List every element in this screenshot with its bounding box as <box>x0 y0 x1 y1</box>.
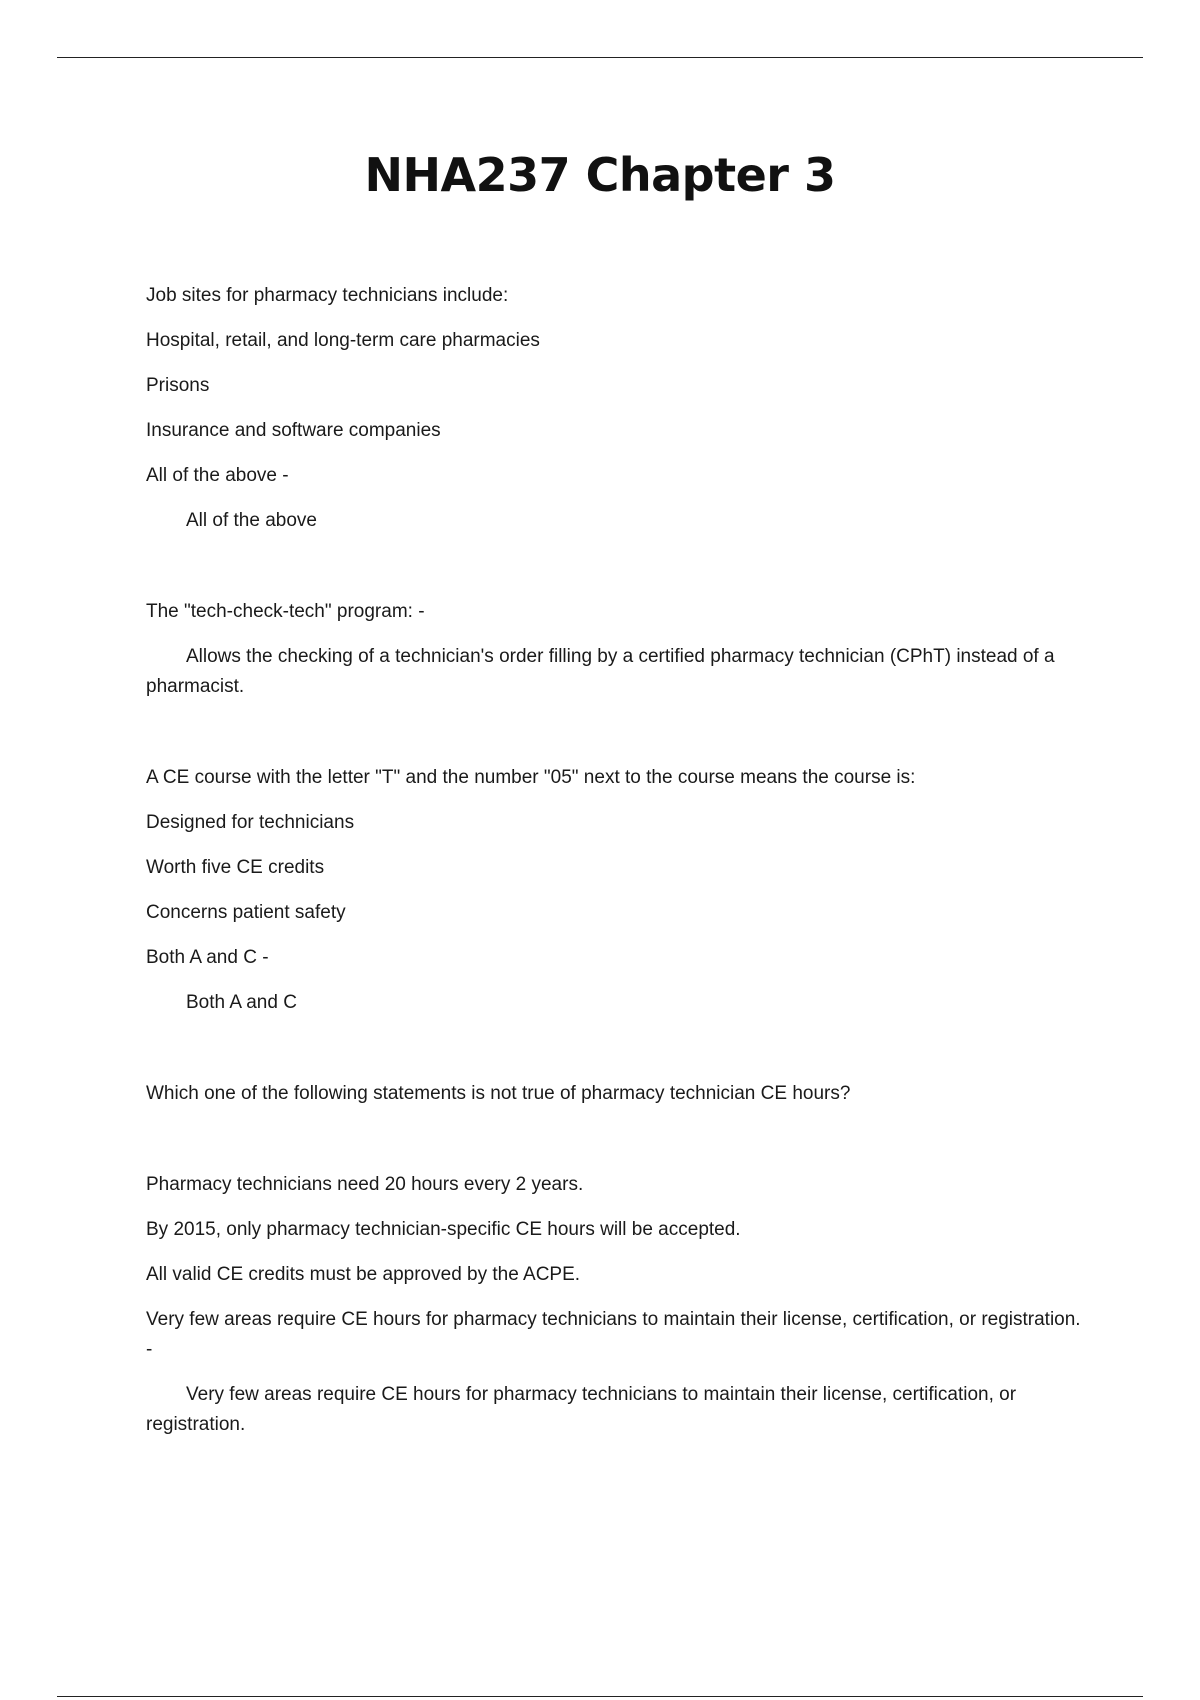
option-text: Designed for technicians <box>146 812 355 833</box>
option-text: Hospital, retail, and long-term care pharmacies <box>146 330 540 351</box>
option-text: All valid CE credits must be approved by the ACPE. <box>146 1264 581 1285</box>
answer-text: Both A and C <box>186 992 297 1013</box>
question-text: Job sites for pharmacy technicians include: <box>146 285 509 306</box>
option-text: Concerns patient safety <box>146 902 346 923</box>
option-text: Both A and C - <box>146 947 269 968</box>
spacer <box>146 1033 1081 1079</box>
answer-text: All of the above <box>186 510 317 531</box>
document-body <box>146 281 1081 1455</box>
answer-text: Very few areas require CE hours for pharmacy technicians to maintain their license, certification, or registration. <box>146 1384 1017 1435</box>
page-title: NHA237 Chapter 3 <box>364 148 836 202</box>
option-text: By 2015, only pharmacy technician-specific CE hours will be accepted. <box>146 1219 741 1240</box>
option-text: Insurance and software companies <box>146 420 441 441</box>
bottom-rule <box>57 1696 1143 1697</box>
question-block <box>146 281 1081 536</box>
question-text: Which one of the following statements is not true of pharmacy technician CE hours? <box>146 1083 851 1104</box>
option-text: Worth five CE credits <box>146 857 325 878</box>
question-block <box>146 763 1081 1018</box>
spacer <box>146 551 1081 597</box>
option-text: Very few areas require CE hours for pharmacy technicians to maintain their license, certification, or registration. - <box>146 1309 1081 1360</box>
question-text: A CE course with the letter "T" and the number "05" next to the course means the course is: <box>146 767 916 788</box>
top-rule <box>57 57 1143 58</box>
spacer <box>146 717 1081 763</box>
spacer <box>146 1124 1081 1170</box>
option-text: All of the above - <box>146 465 289 486</box>
option-text: Pharmacy technicians need 20 hours every 2 years. <box>146 1174 584 1195</box>
option-text: Prisons <box>146 375 210 396</box>
answer-text: Allows the checking of a technician's order filling by a certified pharmacy technician (CPhT) instead of a pharmacist. <box>146 646 1055 697</box>
question-block <box>146 1079 1081 1440</box>
question-text: The "tech-check-tech" program: - <box>146 601 425 622</box>
question-block <box>146 597 1081 702</box>
